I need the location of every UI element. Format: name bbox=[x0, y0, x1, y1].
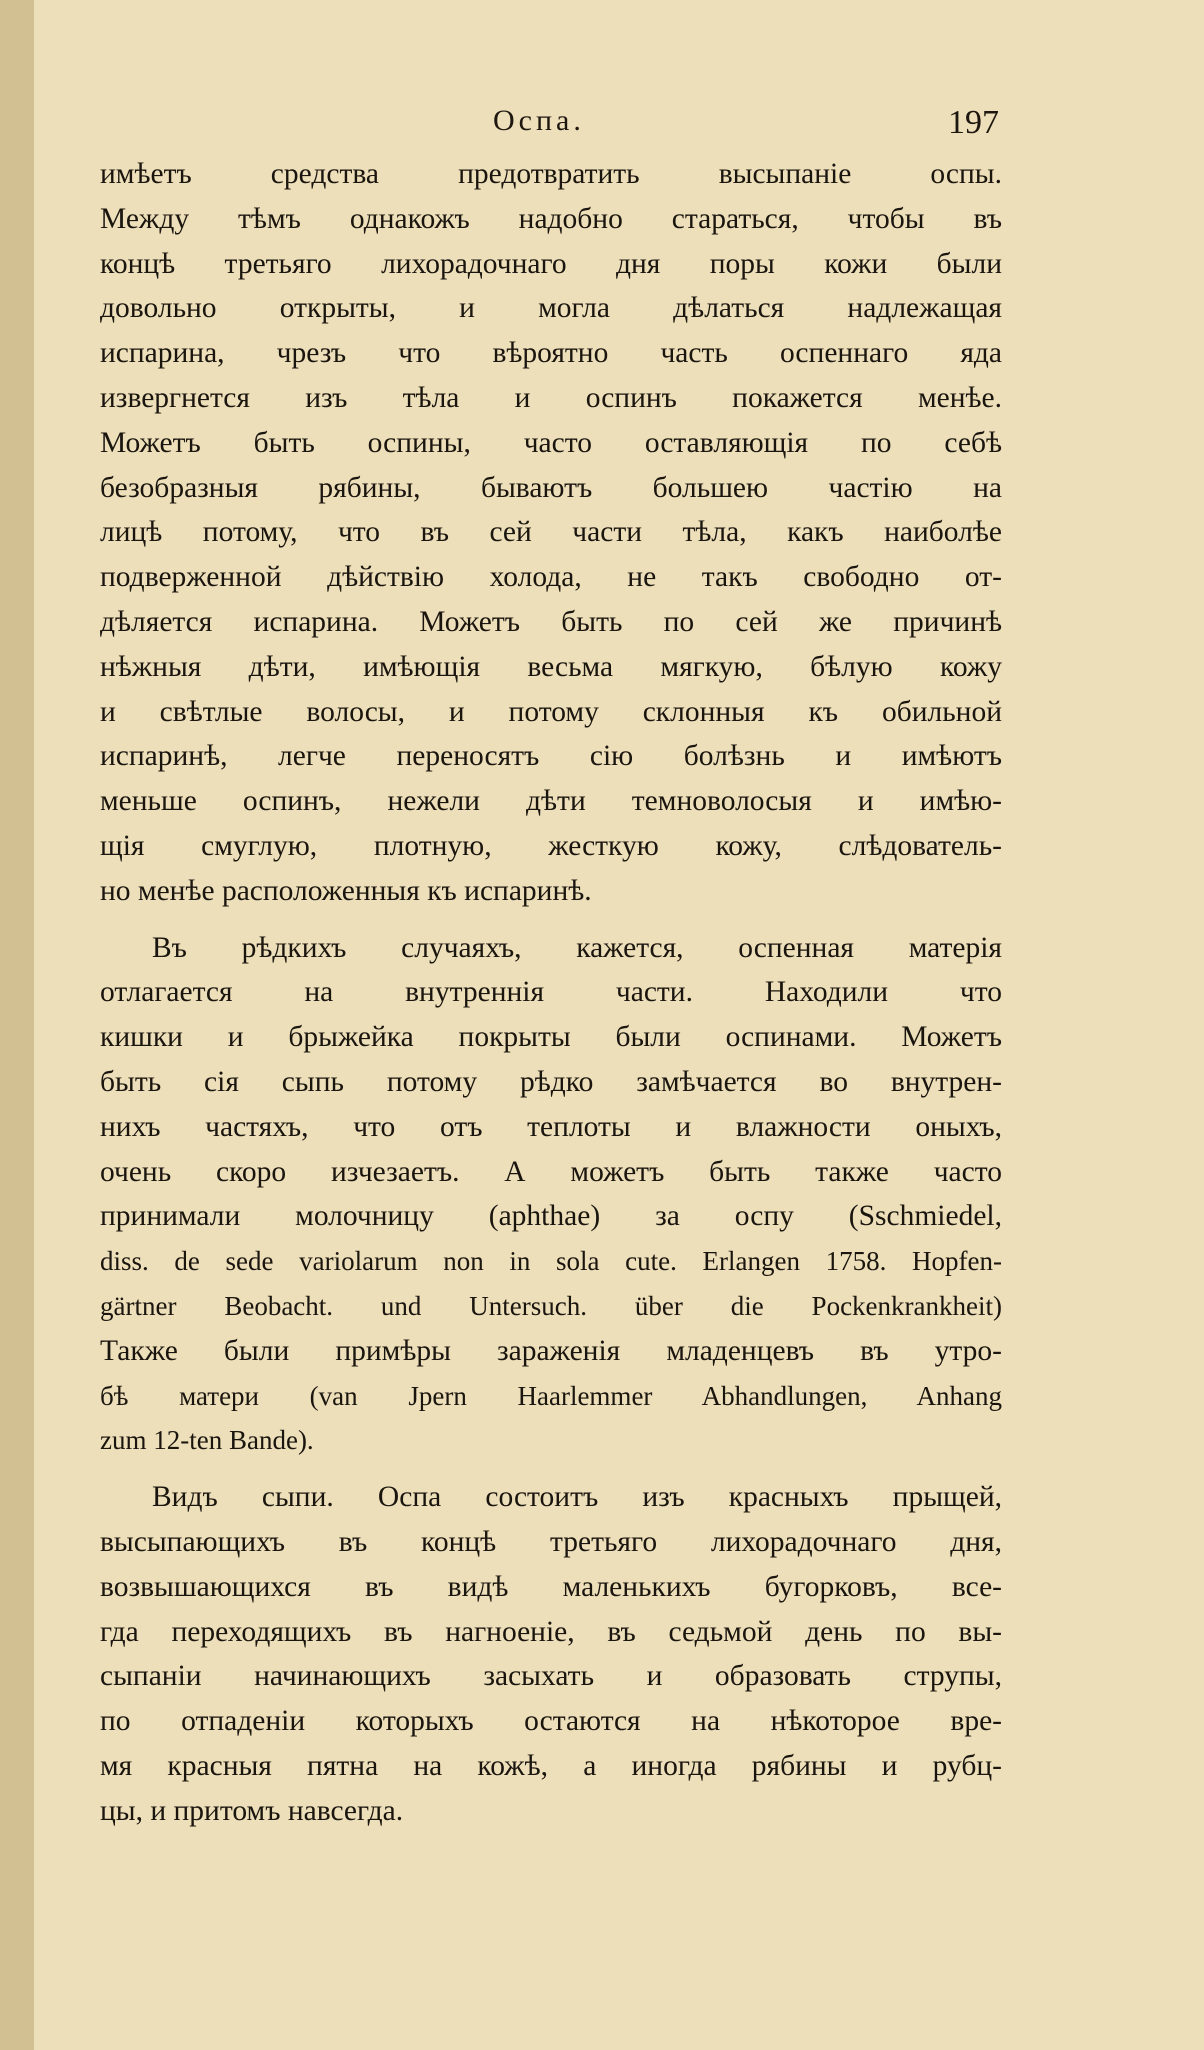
text-line: мя красныя пятна на кожѣ, а иногда рябины и рубц- bbox=[100, 1749, 1002, 1782]
page-number: 197 bbox=[948, 104, 999, 141]
text-line: цы, и притомъ навсегда. bbox=[100, 1794, 404, 1827]
paragraph-3 bbox=[100, 1475, 1002, 1833]
text-line: и свѣтлые волосы, и потому склонныя къ обильной bbox=[100, 695, 1002, 728]
text-line: принимали молочницу (aphthae) за оспу (Sschmiedel, bbox=[100, 1200, 1002, 1233]
running-head: Оспа. bbox=[493, 104, 585, 137]
text-line: gärtner Beobacht. und Untersuch. über die Pockenkrankheit) bbox=[100, 1290, 1002, 1321]
text-line: сыпаніи начинающихъ засыхать и образовать струпы, bbox=[100, 1660, 1002, 1693]
text-line: безобразныя рябины, бываютъ большею частію на bbox=[100, 471, 1002, 504]
body-text bbox=[100, 152, 1002, 1833]
text-line: кишки и брыжейка покрыты были оспинами. Можетъ bbox=[100, 1021, 1002, 1054]
text-line: бѣ матери (van Jpern Haarlemmer Abhandlungen, Anhang bbox=[100, 1380, 1002, 1411]
text-line: но менѣе расположенныя къ испаринѣ. bbox=[100, 874, 592, 907]
page-header bbox=[0, 104, 1204, 144]
text-line: высыпающихъ въ концѣ третьяго лихорадочнаго дня, bbox=[100, 1525, 1002, 1558]
text-line: отлагается на внутреннія части. Находили что bbox=[100, 976, 1002, 1009]
text-line: гда переходящихъ въ нагноеніе, въ седьмой день по вы- bbox=[100, 1615, 1002, 1648]
text-line: по отпаденіи которыхъ остаются на нѣкоторое вре- bbox=[100, 1705, 1002, 1738]
text-line: нихъ частяхъ, что отъ теплоты и влажности оныхъ, bbox=[100, 1110, 1002, 1143]
text-line: Въ рѣдкихъ случаяхъ, кажется, оспенная матерія bbox=[152, 931, 1002, 964]
paragraph-1 bbox=[100, 152, 1002, 914]
page-gutter-shadow bbox=[0, 0, 34, 2050]
text-line: испаринѣ, легче переносятъ сію болѣзнь и имѣютъ bbox=[100, 740, 1002, 773]
text-line: подверженной дѣйствію холода, не такъ свободно от- bbox=[100, 561, 1002, 594]
text-line: имѣетъ средства предотвратить высыпаніе оспы. bbox=[100, 158, 1002, 190]
text-line: дѣляется испарина. Можетъ быть по сей же причинѣ bbox=[100, 605, 1002, 638]
text-line: испарина, чрезъ что вѣроятно часть оспеннаго яда bbox=[100, 337, 1002, 370]
text-line: Можетъ быть оспины, часто оставляющія по себѣ bbox=[100, 426, 1002, 459]
text-line: Видъ сыпи. Оспа состоитъ изъ красныхъ прыщей, bbox=[152, 1481, 1002, 1514]
text-line: извергнется изъ тѣла и оспинъ покажется менѣе. bbox=[100, 381, 1002, 414]
text-line: меньше оспинъ, нежели дѣти темноволосыя и имѣю- bbox=[100, 785, 1002, 818]
text-line: diss. de sede variolarum non in sola cute. Erlangen 1758. Hopfen- bbox=[100, 1246, 1002, 1277]
text-line: zum 12-ten Bande). bbox=[100, 1425, 314, 1456]
text-line: быть сія сыпь потому рѣдко замѣчается во внутрен- bbox=[100, 1065, 1002, 1098]
text-line: концѣ третьяго лихорадочнаго дня поры кожи были bbox=[100, 247, 1002, 280]
text-line: нѣжныя дѣти, имѣющія весьма мягкую, бѣлую кожу bbox=[100, 650, 1002, 683]
paragraph-2 bbox=[100, 926, 1002, 1464]
text-line: Также были примѣры зараженія младенцевъ въ утро- bbox=[100, 1334, 1002, 1367]
text-line: лицѣ потому, что въ сей части тѣла, какъ наиболѣе bbox=[100, 516, 1002, 549]
text-line: возвышающихся въ видѣ маленькихъ бугорковъ, все- bbox=[100, 1570, 1002, 1603]
text-line: довольно открыты, и могла дѣлаться надлежащая bbox=[100, 292, 1002, 325]
text-line: Между тѣмъ однакожъ надобно стараться, чтобы въ bbox=[100, 202, 1002, 235]
text-line: щія смуглую, плотную, жесткую кожу, слѣдователь- bbox=[100, 829, 1002, 862]
text-line: очень скоро изчезаетъ. А можетъ быть также часто bbox=[100, 1155, 1002, 1188]
